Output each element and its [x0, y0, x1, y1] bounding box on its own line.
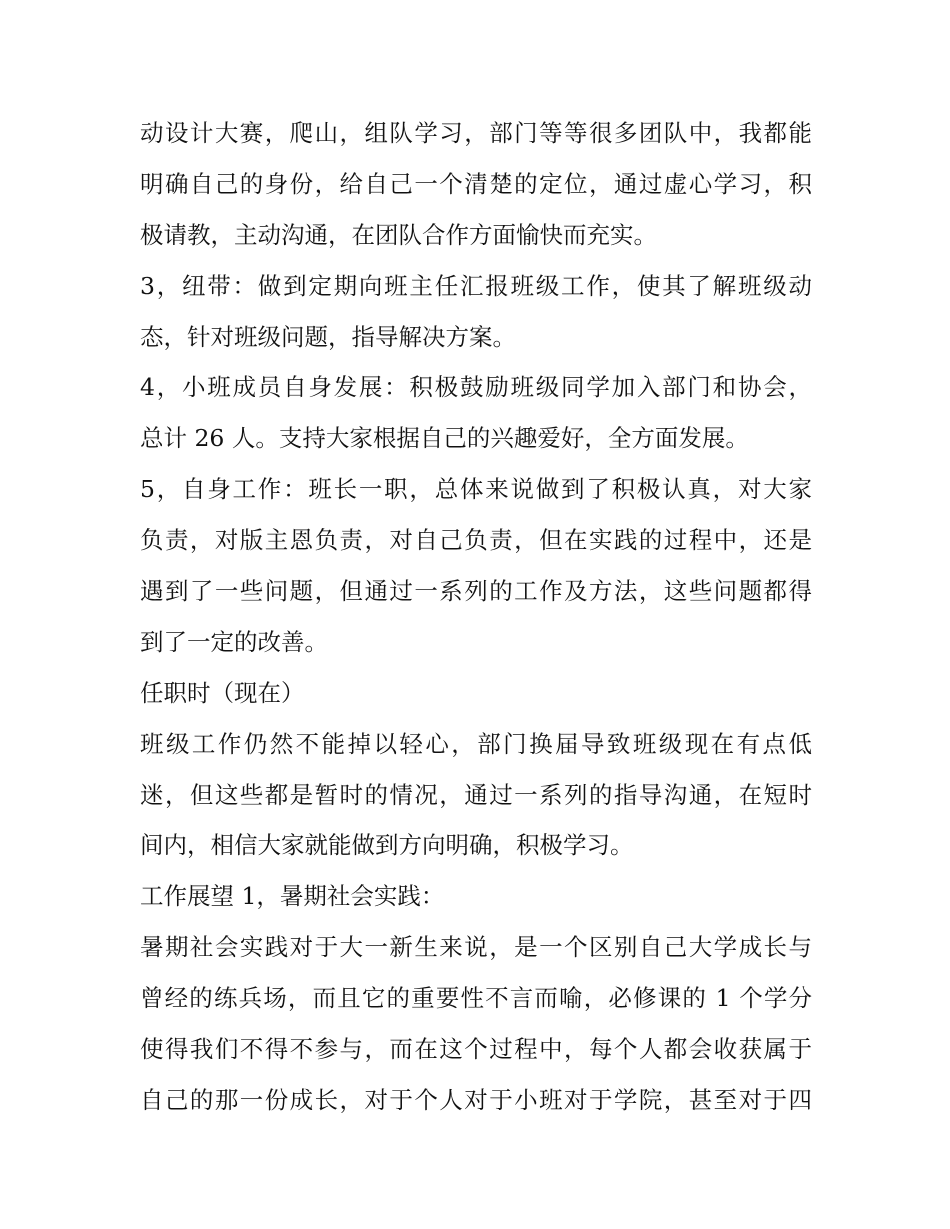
text-line: 到了一定的改善。 [140, 627, 328, 656]
document-body [140, 108, 812, 1126]
text-line: 负责，对版主恩负责，对自己负责，但在实践的过程中，还是 [140, 526, 812, 555]
text-line: 使得我们不得不参与，而在这个过程中，每个人都会收获属于 [140, 1035, 812, 1064]
text-line: 总计 26 人。支持大家根据自己的兴趣爱好，全方面发展。 [140, 424, 749, 453]
text-line: 动设计大赛，爬山，组队学习，部门等等很多团队中，我都能 [140, 119, 812, 147]
text-line: 班级工作仍然不能掉以轻心，部门换届导致班级现在有点低 [140, 729, 812, 758]
text-line: 4，小班成员自身发展：积极鼓励班级同学加入部门和协会， [140, 373, 812, 402]
text-line: 暑期社会实践对于大一新生来说，是一个区别自己大学成长与 [140, 933, 812, 962]
text-line: 明确自己的身份，给自己一个清楚的定位，通过虚心学习，积 [140, 169, 812, 198]
text-line: 遇到了一些问题，但通过一系列的工作及方法，这些问题都得 [140, 577, 812, 606]
text-line: 极请教，主动沟通，在团队合作方面愉快而充实。 [140, 220, 657, 249]
section-heading: 工作展望 1，暑期社会实践： [140, 882, 445, 911]
text-line: 间内，相信大家就能做到方向明确，积极学习。 [140, 831, 634, 860]
text-line: 曾经的练兵场，而且它的重要性不言而喻，必修课的 1 个学分 [140, 984, 812, 1013]
text-line: 态，针对班级问题，指导解决方案。 [140, 322, 516, 351]
text-line: 3，纽带：做到定期向班主任汇报班级工作，使其了解班级动 [140, 271, 812, 300]
text-line: 迷，但这些都是暂时的情况，通过一系列的指导沟通，在短时 [140, 780, 812, 809]
text-line: 5，自身工作：班长一职，总体来说做到了积极认真，对大家 [140, 475, 812, 504]
text-line: 自己的那一份成长，对于个人对于小班对于学院，甚至对于四 [140, 1085, 812, 1114]
section-heading: 任职时（现在） [140, 678, 305, 707]
